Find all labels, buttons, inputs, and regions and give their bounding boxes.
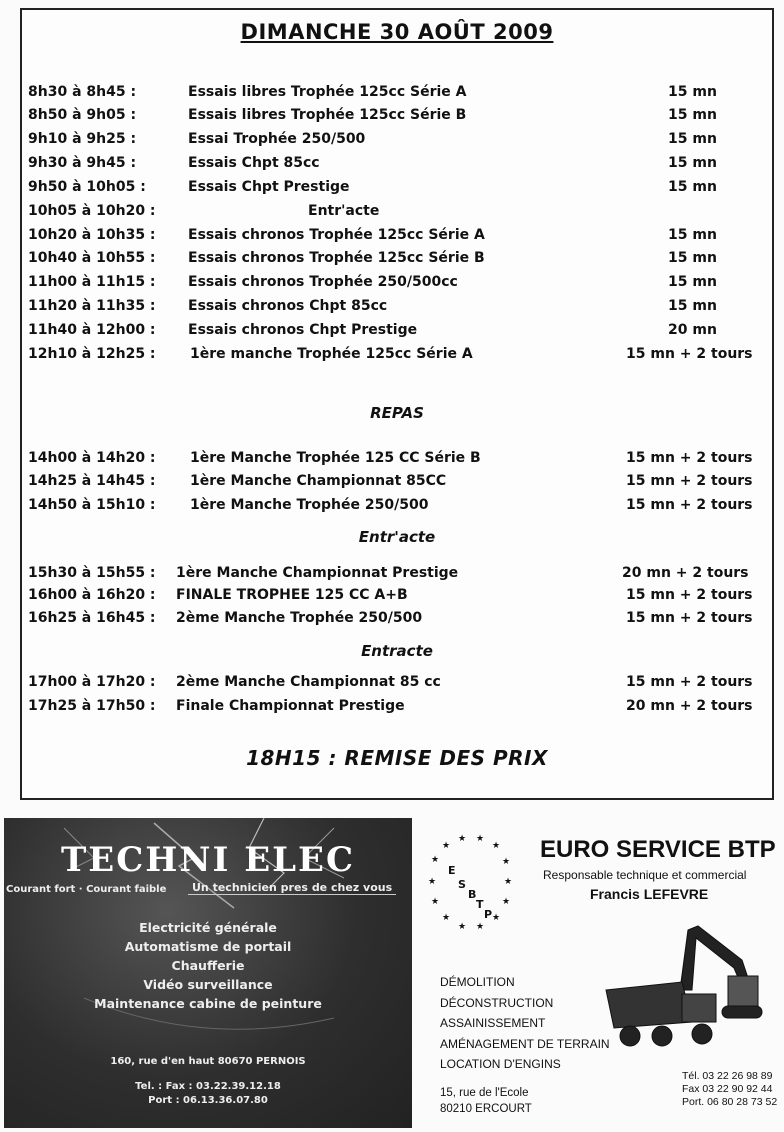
- techni-elec-contacts: [4, 1080, 412, 1108]
- row-event: Essais chronos Trophée 125cc Série A: [188, 227, 485, 243]
- btp-service-item: LOCATION D'ENGINS: [440, 1057, 561, 1071]
- row-duration: 15 mn + 2 tours: [626, 497, 753, 513]
- svg-text:★: ★: [502, 897, 511, 907]
- schedule-panel: [20, 8, 774, 800]
- svg-text:★: ★: [431, 897, 440, 907]
- row-duration: 15 mn: [668, 250, 717, 266]
- schedule-title: DIMANCHE 30 AOÛT 2009: [240, 20, 554, 44]
- service-item: Maintenance cabine de peinture: [94, 996, 322, 1011]
- svg-text:E: E: [448, 864, 456, 877]
- row-duration: 15 mn: [668, 298, 717, 314]
- schedule-row: [22, 131, 772, 153]
- tagline-right: Un technicien pres de chez vous: [188, 881, 396, 895]
- svg-text:B: B: [468, 888, 477, 901]
- row-event: 1ère Manche Trophée 250/500: [190, 497, 429, 513]
- row-event: 1ère Manche Trophée 125 CC Série B: [190, 450, 481, 466]
- svg-text:★: ★: [442, 913, 451, 923]
- address-line-1: 15, rue de l'Ecole: [440, 1087, 529, 1099]
- awards-ceremony: 18H15 : REMISE DES PRIX: [246, 746, 548, 770]
- schedule-row: [22, 179, 772, 201]
- svg-text:T: T: [476, 898, 484, 911]
- row-time: 10h20 à 10h35 :: [28, 227, 156, 243]
- schedule-row: [22, 84, 772, 106]
- row-event: Essais libres Trophée 125cc Série B: [188, 107, 467, 123]
- schedule-row: [22, 565, 772, 587]
- row-event: Essais chronos Trophée 250/500cc: [188, 274, 458, 290]
- svg-text:★: ★: [442, 841, 451, 851]
- row-time: 15h30 à 15h55 :: [28, 565, 156, 581]
- row-duration: 15 mn: [668, 274, 717, 290]
- row-time: 14h00 à 14h20 :: [28, 450, 156, 466]
- svg-text:★: ★: [428, 877, 437, 887]
- row-duration: 15 mn + 2 tours: [626, 473, 753, 489]
- schedule-row: [22, 227, 772, 249]
- btp-service-item: AMÉNAGEMENT DE TERRAIN: [440, 1036, 610, 1051]
- svg-text:P: P: [484, 908, 493, 921]
- mobile: Port : 06.13.36.07.80: [148, 1095, 268, 1106]
- row-time: 10h40 à 10h55 :: [28, 250, 156, 266]
- row-duration: 15 mn: [668, 155, 717, 171]
- row-time: 11h20 à 11h35 :: [28, 298, 156, 314]
- row-time: 16h25 à 16h45 :: [28, 610, 156, 626]
- row-event: Essais chronos Trophée 125cc Série B: [188, 250, 485, 266]
- row-event: Essais Chpt Prestige: [188, 179, 350, 195]
- svg-text:S: S: [458, 878, 466, 891]
- svg-text:★: ★: [476, 834, 485, 844]
- schedule-row: [22, 322, 772, 344]
- row-event: Essais chronos Chpt Prestige: [188, 322, 418, 338]
- btp-service-item: DÉCONSTRUCTION: [440, 995, 554, 1010]
- row-duration: 15 mn + 2 tours: [626, 346, 753, 362]
- svg-text:★: ★: [476, 922, 485, 932]
- euro-service-ad: [420, 818, 782, 1128]
- schedule-row: [22, 298, 772, 320]
- service-item: Chaufferie: [171, 958, 245, 973]
- services-list: [4, 918, 412, 1013]
- btp-service-item: ASSAINISSEMENT: [440, 1016, 546, 1030]
- row-duration: 15 mn + 2 tours: [626, 587, 753, 603]
- row-time: 11h00 à 11h15 :: [28, 274, 156, 290]
- esbtp-star-emblem-icon: [426, 832, 514, 940]
- row-duration: 15 mn: [668, 131, 717, 147]
- schedule-row: [22, 610, 772, 632]
- row-time: 10h05 à 10h20 :: [28, 203, 156, 219]
- svg-text:★: ★: [431, 855, 440, 865]
- schedule-row: [22, 346, 772, 368]
- row-time: 9h30 à 9h45 :: [28, 155, 137, 171]
- row-event: Essais chronos Chpt 85cc: [188, 298, 388, 314]
- svg-text:★: ★: [492, 841, 501, 851]
- row-duration: 15 mn + 2 tours: [626, 450, 753, 466]
- row-time: 8h30 à 8h45 :: [28, 84, 137, 100]
- service-item: Vidéo surveillance: [143, 977, 273, 992]
- row-duration: 20 mn: [668, 322, 717, 338]
- row-duration: 15 mn + 2 tours: [626, 610, 753, 626]
- schedule-row: [22, 674, 772, 696]
- schedule-row: [22, 587, 772, 609]
- break-entracte-1: Entr'acte: [358, 528, 436, 546]
- svg-text:★: ★: [502, 857, 511, 867]
- row-time: 9h50 à 10h05 :: [28, 179, 146, 195]
- euro-service-brand: EURO SERVICE BTP: [540, 836, 776, 863]
- excavator-truck-icon: [602, 920, 766, 1056]
- btp-services-list: [440, 972, 610, 1075]
- svg-text:★: ★: [492, 913, 501, 923]
- schedule-row: [22, 473, 772, 495]
- row-duration: 20 mn + 2 tours: [626, 698, 753, 714]
- row-event: 2ème Manche Championnat 85 cc: [176, 674, 441, 690]
- btp-service-item: DÉMOLITION: [440, 975, 515, 989]
- row-duration: 15 mn: [668, 107, 717, 123]
- schedule-row: [22, 107, 772, 129]
- row-event: FINALE TROPHEE 125 CC A+B: [176, 587, 408, 603]
- service-item: Automatisme de portail: [124, 939, 292, 954]
- row-duration: 15 mn: [668, 227, 717, 243]
- row-time: 16h00 à 16h20 :: [28, 587, 156, 603]
- row-time: 17h25 à 17h50 :: [28, 698, 156, 714]
- row-time: 12h10 à 12h25 :: [28, 346, 156, 362]
- row-event: 1ère manche Trophée 125cc Série A: [190, 346, 473, 362]
- btp-fax: Fax 03 22 90 92 44: [682, 1083, 773, 1095]
- address-line-2: 80210 ERCOURT: [440, 1103, 532, 1115]
- row-time: 9h10 à 9h25 :: [28, 131, 137, 147]
- row-event: 1ère Manche Championnat Prestige: [176, 565, 459, 581]
- techni-elec-ad: [4, 818, 412, 1128]
- row-time: 8h50 à 9h05 :: [28, 107, 137, 123]
- schedule-row: [22, 274, 772, 296]
- row-duration: 15 mn + 2 tours: [626, 674, 753, 690]
- row-duration: 15 mn: [668, 179, 717, 195]
- schedule-row: [22, 250, 772, 272]
- row-event: 1ère Manche Championnat 85CC: [190, 473, 447, 489]
- techni-elec-address: 160, rue d'en haut 80670 PERNOIS: [110, 1056, 306, 1067]
- row-time: 11h40 à 12h00 :: [28, 322, 156, 338]
- row-event: Essais libres Trophée 125cc Série A: [188, 84, 467, 100]
- row-duration: 15 mn: [668, 84, 717, 100]
- btp-phones: [682, 1070, 777, 1109]
- row-event: Essais Chpt 85cc: [188, 155, 320, 171]
- break-entracte-2: Entracte: [361, 642, 433, 660]
- row-time: 17h00 à 17h20 :: [28, 674, 156, 690]
- btp-tel: Tél. 03 22 26 98 89: [682, 1070, 773, 1082]
- techni-elec-logo: TECHNI ELEC: [60, 840, 356, 880]
- service-item: Electricité générale: [139, 920, 277, 935]
- row-time: 14h50 à 15h10 :: [28, 497, 156, 513]
- row-event: Finale Championnat Prestige: [176, 698, 405, 714]
- schedule-row: [22, 450, 772, 472]
- row-event: 2ème Manche Trophée 250/500: [176, 610, 423, 626]
- row-event: Essai Trophée 250/500: [188, 131, 366, 147]
- tel-fax: Tel. : Fax : 03.22.39.12.18: [135, 1081, 281, 1092]
- contact-role: Responsable technique et commercial: [543, 868, 747, 882]
- schedule-row: [22, 155, 772, 177]
- schedule-row: [22, 203, 772, 225]
- svg-text:★: ★: [504, 877, 513, 887]
- row-event: Entr'acte: [308, 203, 380, 219]
- schedule-row: [22, 497, 772, 519]
- btp-address: [440, 1085, 532, 1117]
- contact-person: Francis LEFEVRE: [590, 886, 709, 902]
- break-repas: REPAS: [370, 404, 424, 422]
- tagline-left: Courant fort · Courant faible: [6, 884, 167, 895]
- svg-text:★: ★: [458, 834, 467, 844]
- svg-text:★: ★: [458, 922, 467, 932]
- btp-mobile: Port. 06 80 28 73 52: [682, 1096, 778, 1108]
- row-time: 14h25 à 14h45 :: [28, 473, 156, 489]
- schedule-row: [22, 698, 772, 720]
- row-duration: 20 mn + 2 tours: [622, 565, 749, 581]
